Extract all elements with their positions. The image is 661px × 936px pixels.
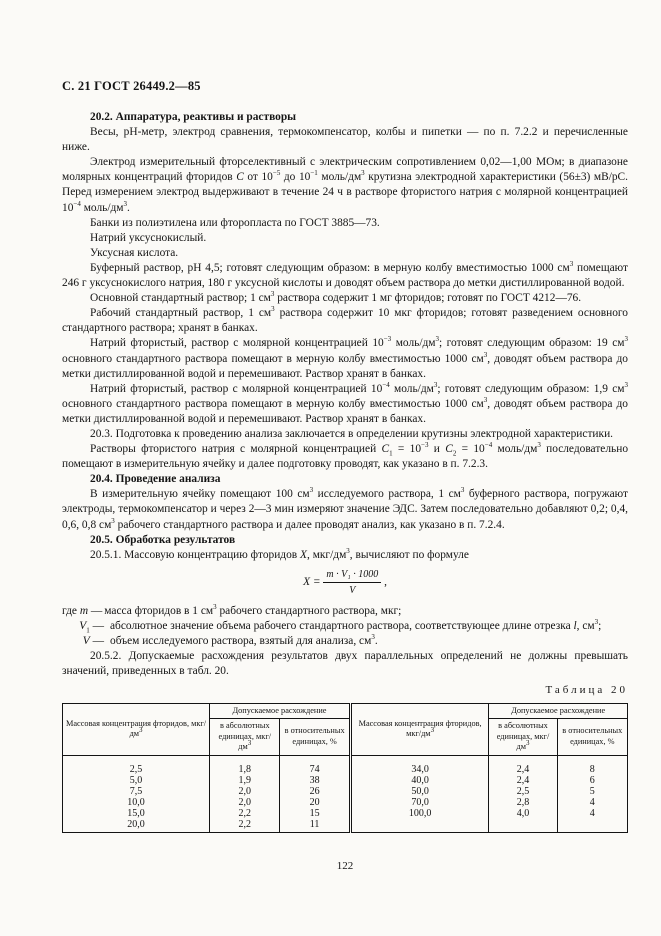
- table-cell: 5,0: [63, 775, 210, 786]
- paragraph: Натрий уксуснокислый.: [90, 231, 207, 244]
- paragraph: Рабочий стандартный раствор, 1 $см^3$ раствора содержит 10 мкг фторидов; готовят разведением основного стандартного раствора; хранят в банках.: [62, 305, 628, 335]
- col-header-rel: в относительных единицах, %: [280, 719, 350, 756]
- paragraph: Растворы фтористого натрия с молярной концентрацией $C_1 = 10^{-3}$ и $C_2 = 10^{-4}$ моль/$дм^3$ последовательно помещают в измерительную ячейку и далее подготовку проводят, как указано в п. 7.2.3.: [62, 441, 629, 471]
- col-header-rel-2: в относительных единицах, %: [557, 719, 627, 756]
- col-header-abs-2: в абсолютных единицах, мкг/$дм^3$: [489, 719, 557, 756]
- paragraph: Электрод измерительный фторселективный с электрическим сопротивлением 0,02—1,00 МОм; в диапазоне молярных концентраций фторидов C от $10^{-5}$ до $10^{-1}$ моль/$дм^3$ крутизна электродной характеристики (56±3) мВ/pC. Перед измерением электрод выдерживают в течение 24 ч в растворе фтористого натрия с молярной концентрацией $10^{-4}$ моль/$дм^3$.: [62, 156, 629, 214]
- table-cell: 11: [280, 819, 350, 833]
- col-header-allowed: Допускаемое расхождение: [210, 703, 351, 719]
- paragraph: Уксусная кислота.: [90, 246, 179, 259]
- table-cell: 26: [280, 786, 350, 797]
- table-cell: 4: [557, 808, 627, 819]
- table-cell: 2,2: [210, 819, 280, 833]
- table-cell: 2,0: [210, 797, 280, 808]
- page-number: 122: [336, 860, 354, 872]
- table-row: [63, 797, 628, 808]
- table-cell: 8: [557, 755, 627, 775]
- table-cell: 2,0: [210, 786, 280, 797]
- table-cell: [350, 819, 489, 833]
- table-row: [63, 808, 628, 819]
- paragraph: 20.3. Подготовка к проведению анализа заключается в определении крутизны электродной характеристики.: [90, 427, 614, 440]
- table-cell: 40,0: [350, 775, 489, 786]
- table-cell: 2,4: [489, 775, 557, 786]
- table-cell: 100,0: [350, 808, 489, 819]
- table-cell: 4: [557, 797, 627, 808]
- paragraph: 20.5.1. Массовую концентрацию фторидов X, мкг/$дм^3$, вычисляют по формуле: [90, 546, 469, 561]
- table-label: Таблица 20: [545, 684, 628, 697]
- paragraph: Основной стандартный раствор; 1 $см^3$ раствора содержит 1 мг фторидов; готовят по ГОСТ 4212—76.: [90, 290, 582, 305]
- table-cell: 20: [280, 797, 350, 808]
- col-header-abs: в абсолютных единицах, мкг/$дм^3$: [210, 719, 280, 756]
- col-header-allowed-2: Допускаемое расхождение: [489, 703, 628, 719]
- table-cell: 1,9: [210, 775, 280, 786]
- table-row: [63, 775, 628, 786]
- table-row: [63, 755, 628, 775]
- col-header-mass-conc-2: Массовая концентрация фторидов, мкг/$дм^3$: [350, 703, 489, 755]
- section-title-20-4: 20.4. Проведение анализа: [90, 473, 221, 486]
- table-cell: 1,8: [210, 755, 280, 775]
- table-cell: 70,0: [350, 797, 489, 808]
- table-cell: [557, 819, 627, 833]
- paragraph: Натрий фтористый, раствор с молярной концентрацией $10^{-3}$ моль/$дм^3$; готовят следующим образом: 19 $см^3$ основного стандартного раствора помещают в мерную колбу вместимостью 1000 $см^3$, доводят объем раствора до метки дистиллированной водой и перемешивают. Раствор хранят в банках.: [62, 335, 629, 380]
- table-cell: 4,0: [489, 808, 557, 819]
- where-item: $V_1$ — абсолютное значение объема рабочего стандартного раствора, соответствующее длине отрезка l, $см^3$;: [79, 618, 602, 635]
- where-item: V — объем исследуемого раствора, взятый для анализа, $см^3$.: [82, 633, 378, 648]
- paragraph: Весы, pH-метр, электрод сравнения, термокомпенсатор, колбы и пипетки — по п. 7.2.2 и перечисленные ниже.: [62, 126, 628, 154]
- data-table: [62, 703, 628, 833]
- section-title-20-2: 20.2. Аппаратура, реактивы и растворы: [90, 111, 297, 123]
- table-cell: 2,2: [210, 808, 280, 819]
- where-item: где m — масса фторидов в 1 $см^3$ рабочего стандартного раствора, мкг;: [62, 603, 402, 617]
- section-title-20-5: 20.5. Обработка результатов: [90, 533, 236, 546]
- formula: X = $\frac{\text{m · V₁ · 1000}}{V}$ ,: [62, 567, 628, 598]
- formula-fraction: $\frac{\text{m · V₁ · 1000}}{V}$: [323, 567, 381, 598]
- page-header: С. 21 ГОСТ 26449.2—85: [62, 79, 201, 93]
- table-cell: 2,5: [63, 755, 210, 775]
- paragraph: 20.5.2. Допускаемые расхождения результатов двух параллельных определений не должны превышать значений, приведенных в табл. 20.: [62, 650, 628, 678]
- table-cell: 38: [280, 775, 350, 786]
- table-cell: 20,0: [63, 819, 210, 833]
- table-cell: 15,0: [63, 808, 210, 819]
- table-cell: 5: [557, 786, 627, 797]
- table-cell: [489, 819, 557, 833]
- table-cell: 10,0: [63, 797, 210, 808]
- paragraph: Буферный раствор, pH 4,5; готовят следующим образом: в мерную колбу вместимостью 1000 $см^3$ помещают 246 г уксуснокислого натрия, 180 г уксусной кислоты и доводят объем раствора до метки дистиллированной водой.: [62, 260, 628, 290]
- paragraph: Банки из полиэтилена или фторопласта по ГОСТ 3885—73.: [90, 216, 380, 229]
- paragraph: В измерительную ячейку помещают 100 $см^3$ исследуемого раствора, 1 $см^3$ буферного раствора, погружают электроды, термокомпенсатор и через 2—3 мин измеряют значение ЭДС. Затем последовательно добавляют 0,2; 0,4, 0,6, 0,8 $см^3$ рабочего стандартного раствора и далее проводят анализ, как указано в п. 7.2.4.: [62, 486, 628, 531]
- table-cell: 7,5: [63, 786, 210, 797]
- table-cell: 6: [557, 775, 627, 786]
- table-row: [63, 786, 628, 797]
- table-cell: 15: [280, 808, 350, 819]
- table-cell: 34,0: [350, 755, 489, 775]
- col-header-mass-conc: Массовая концентрация фторидов, мкг/$дм^3$: [63, 703, 210, 755]
- table-cell: 2,4: [489, 755, 557, 775]
- table-row: [63, 819, 628, 833]
- table-cell: 50,0: [350, 786, 489, 797]
- table-cell: 2,5: [489, 786, 557, 797]
- document-body: [62, 110, 628, 833]
- table-cell: 74: [280, 755, 350, 775]
- paragraph: Натрий фтористый, раствор с молярной концентрацией $10^{-4}$ моль/$дм^3$; готовят следующим образом: 1,9 $см^3$ основного стандартного раствора помещают в мерную колбу вместимостью 1000 $см^3$, доводят объем раствора до метки дистиллированной водой и перемешивают. Раствор хранят в банках.: [62, 380, 629, 425]
- table-cell: 2,8: [489, 797, 557, 808]
